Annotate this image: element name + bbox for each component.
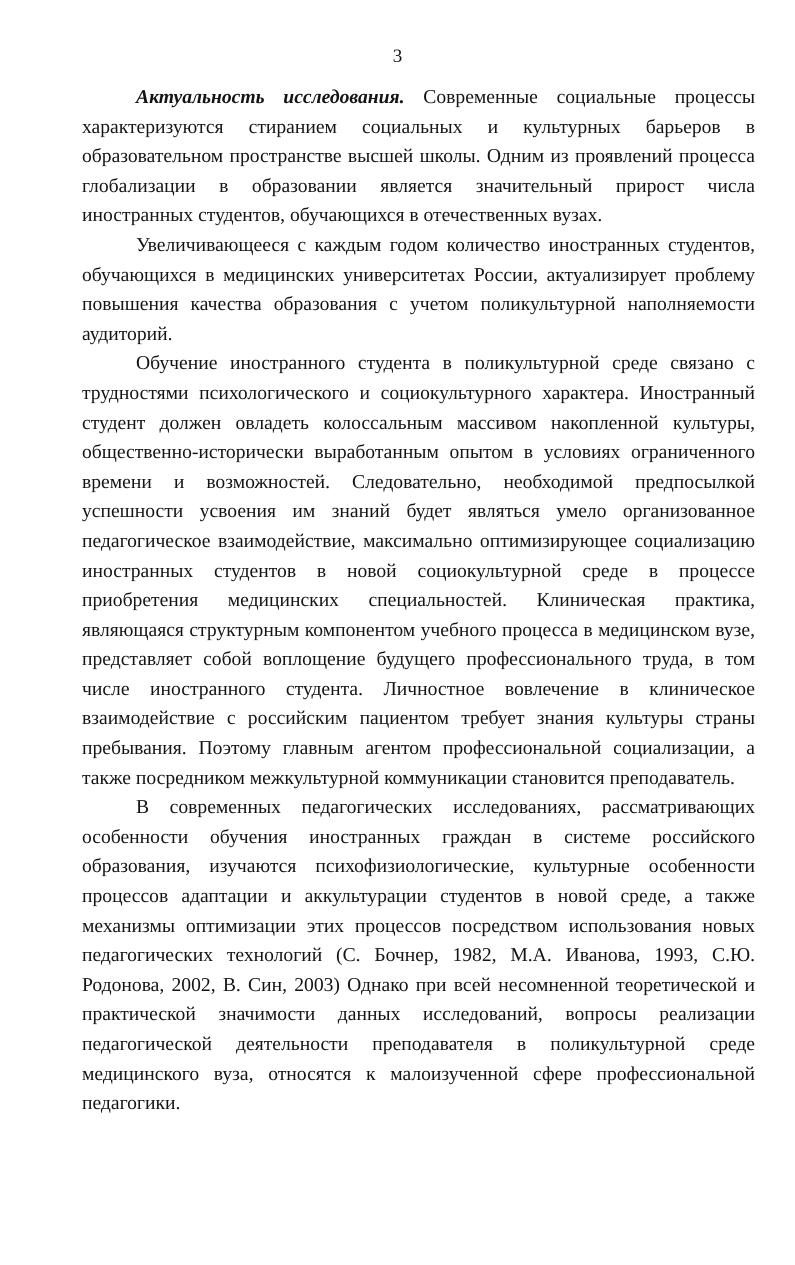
page-number: 3 — [392, 46, 403, 67]
section-lead-heading: Актуальность исследования — [136, 87, 400, 108]
paragraph-student-count: Увеличивающееся с каждым годом количество иностранных студентов, обучающихся в медицинских университетах России, актуализирует проблему повышения качества образования с учетом поликультурной наполняемости аудиторий. — [82, 234, 755, 345]
paragraph-research-review: В современных педагогических исследованиях, рассматривающих особенности обучения иностранных граждан в системе российского образования, изучаются психофизиологические, культурные особенности процессов адаптации и аккультурации студентов в новой среде, а также механизмы оптимизации этих процессов посредством использования новых педагогических технологий (С. Бочнер, 1982, М.А. Иванова, 1993, С.Ю. Родонова, 2002, В. Син, 2003) Однако при всей несомненной теоретической и практической значимости данных исследований, вопросы реализации педагогической деятельности преподавателя в поликультурной среде медицинского вуза, относятся к малоизученной сфере профессиональной педагогики. — [82, 797, 755, 1115]
document-body — [82, 83, 755, 1119]
paragraph-relevance — [82, 83, 755, 231]
paragraph-multicultural-training: Обучение иностранного студента в поликультурной среде связано с трудностями психологического и социокультурного характера. Иностранный студент должен овладеть колоссальным массивом накопленной культуры, общественно-исторически выработанным опытом в условиях ограниченного времени и возможностей. Следовательно, необходимой предпосылкой успешности усвоения им знаний будет являться умело организованное педагогическое взаимодействие, максимально оптимизирующее социализацию иностранных студентов в новой социокультурной среде в процессе приобретения медицинских специальностей. Клиническая практика, являющаяся структурным компонентом учебного процесса в медицинском вузе, представляет собой воплощение будущего профессионального труда, в том числе иностранного студента. Личностное вовлечение в клиническое взаимодействие с российским пациентом требует знания культуры страны пребывания. Поэтому главным агентом профессиональной социализации, а также посредником межкультурной коммуникации становится преподаватель. — [82, 353, 755, 789]
paragraph-relevance-text: Современные социальные процессы характеризуются стиранием социальных и культурных барьеров в образовательном пространстве высшей школы. Одним из проявлений процесса глобализации в образовании является значительный прирост числа иностранных студентов, обучающихся в отечественных вузах. — [82, 87, 755, 227]
section-lead-heading-period: . — [399, 87, 405, 108]
